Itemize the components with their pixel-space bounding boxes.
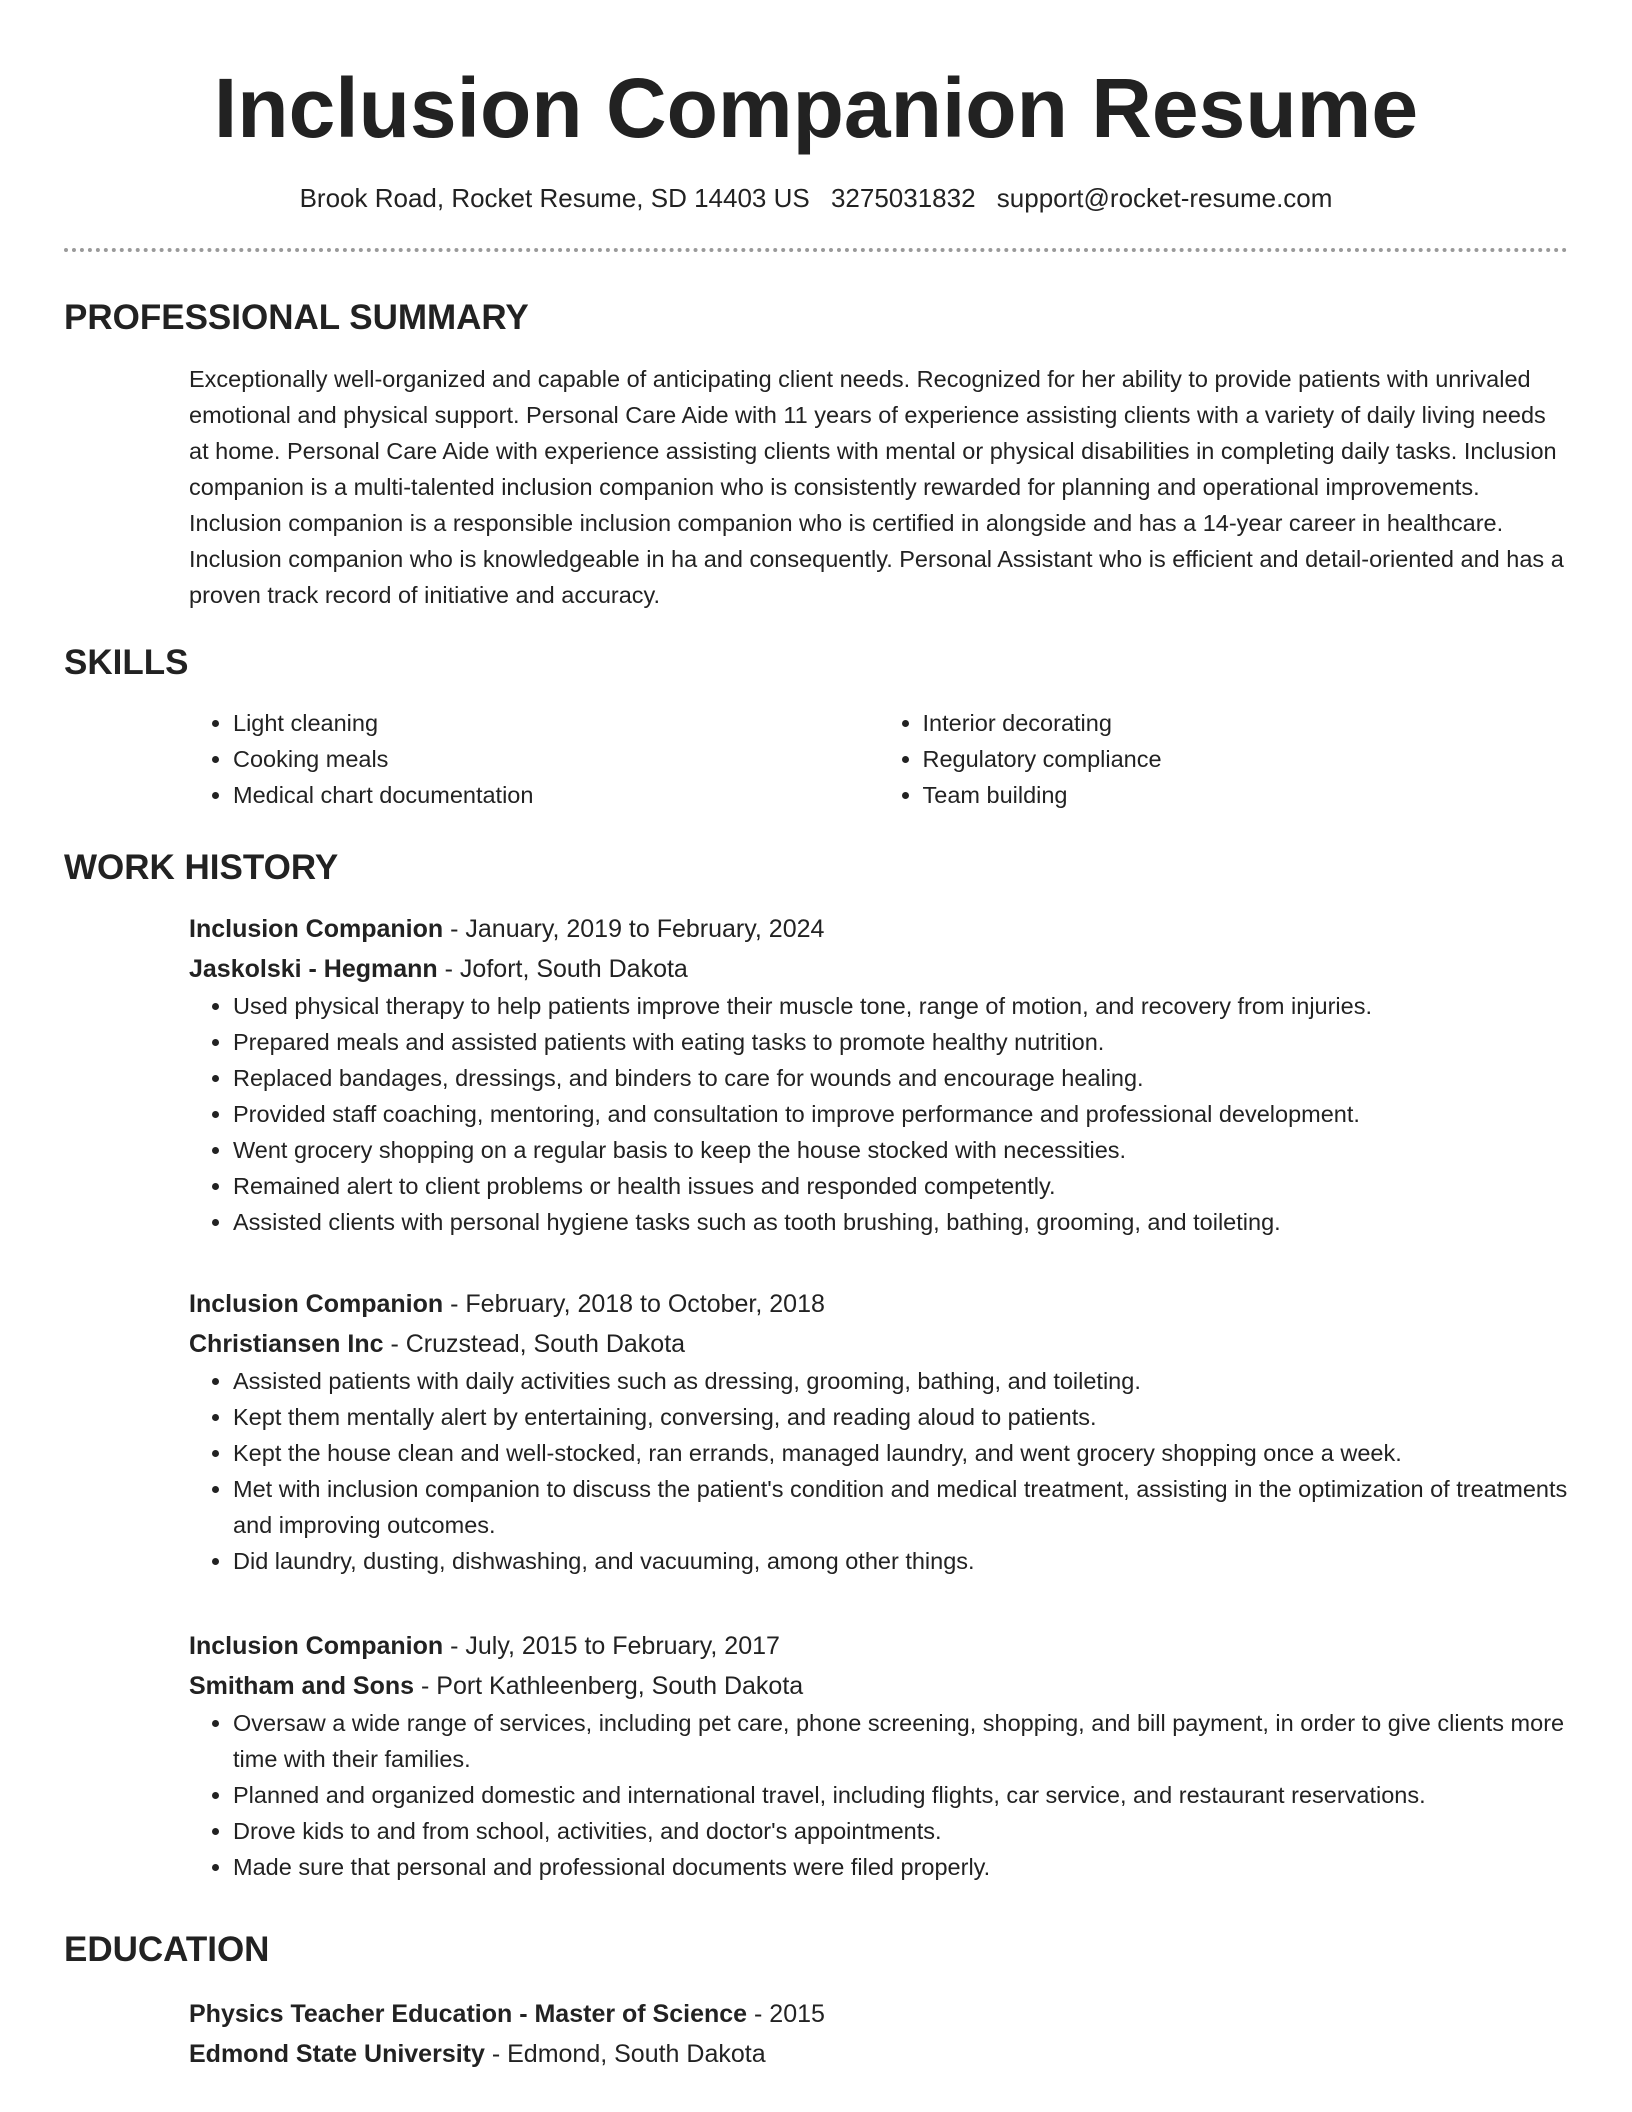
job-company-line: [189, 1667, 1568, 1705]
job-company: Jaskolski - Hegmann: [189, 955, 438, 983]
job-title: Inclusion Companion: [189, 1632, 444, 1660]
job-duty: • Drove kids to and from school, activities, and doctor's appointments.: [233, 1813, 1568, 1849]
job-duty: • Assisted clients with personal hygiene tasks such as tooth brushing, bathing, grooming, and toileting.: [233, 1204, 1568, 1240]
job-company: Christiansen Inc: [189, 1330, 384, 1358]
education-degree-line: [189, 1995, 1568, 2033]
resume-title: Inclusion Companion Resume: [213, 61, 1419, 155]
job-title-line: [189, 910, 1568, 948]
contact-phone: 3275031832: [830, 183, 976, 213]
section-title-work-history: WORK HISTORY: [64, 848, 339, 887]
summary-block: [189, 361, 1568, 613]
header-divider: [64, 248, 1568, 252]
job-location: - Jofort, South Dakota: [437, 955, 688, 983]
job-duty: • Oversaw a wide range of services, including pet care, phone screening, shopping, and bill payment, in order to give clients more time with their families.: [233, 1705, 1568, 1777]
job-dates: - January, 2019 to February, 2024: [443, 915, 825, 943]
job-duty: • Assisted patients with daily activities such as dressing, grooming, bathing, and toileting.: [233, 1363, 1568, 1399]
education-degree: Physics Teacher Education - Master of Science: [189, 2000, 748, 2028]
job-title-line: [189, 1285, 1568, 1323]
job-title: Inclusion Companion: [189, 1290, 444, 1318]
education-entry: [189, 1995, 1568, 2073]
job-dates: - July, 2015 to February, 2017: [443, 1632, 780, 1660]
job-duties: [189, 1363, 1568, 1579]
skill-item: • Interior decorating: [923, 705, 1569, 741]
job-duty: • Prepared meals and assisted patients with eating tasks to promote healthy nutrition.: [233, 1024, 1568, 1060]
job-duty: • Kept them mentally alert by entertaining, conversing, and reading aloud to patients.: [233, 1399, 1568, 1435]
job-company-line: [189, 1325, 1568, 1363]
job-title: Inclusion Companion: [189, 915, 444, 943]
education-year: - 2015: [747, 2000, 825, 2028]
job-duty: • Made sure that personal and professional documents were filed properly.: [233, 1849, 1568, 1885]
job-location: - Port Kathleenberg, South Dakota: [414, 1672, 804, 1700]
skills-column-left: [189, 705, 879, 813]
contact-line: [0, 178, 1632, 218]
job-entry: [189, 1285, 1568, 1579]
job-duty: • Kept the house clean and well-stocked, ran errands, managed laundry, and went grocery shopping once a week.: [233, 1435, 1568, 1471]
job-duty: • Met with inclusion companion to discuss the patient's condition and medical treatment, assisting in the optimization of treatments and improving outcomes.: [233, 1471, 1568, 1543]
education-school: Edmond State University: [189, 2040, 485, 2068]
job-dates: - February, 2018 to October, 2018: [443, 1290, 825, 1318]
job-location: - Cruzstead, South Dakota: [383, 1330, 686, 1358]
job-duty: • Did laundry, dusting, dishwashing, and vacuuming, among other things.: [233, 1543, 1568, 1579]
job-title-line: [189, 1627, 1568, 1665]
contact-email: support@rocket-resume.com: [996, 183, 1333, 213]
job-duty: • Used physical therapy to help patients improve their muscle tone, range of motion, and recovery from injuries.: [233, 988, 1568, 1024]
job-entry: [189, 910, 1568, 1240]
job-duties: [189, 988, 1568, 1240]
job-duty: • Planned and organized domestic and international travel, including flights, car service, and restaurant reservations.: [233, 1777, 1568, 1813]
job-duty: • Provided staff coaching, mentoring, and consultation to improve performance and professional development.: [233, 1096, 1568, 1132]
skill-item: • Light cleaning: [233, 705, 879, 741]
education-location: - Edmond, South Dakota: [484, 2040, 766, 2068]
education-school-line: [189, 2035, 1568, 2073]
skill-item: • Cooking meals: [233, 741, 879, 777]
job-entry: [189, 1627, 1568, 1885]
section-title-summary: PROFESSIONAL SUMMARY: [64, 298, 529, 337]
job-company-line: [189, 950, 1568, 988]
job-duties: [189, 1705, 1568, 1885]
skills-column-right: [879, 705, 1569, 813]
section-title-education: EDUCATION: [64, 1930, 270, 1969]
job-duty: • Replaced bandages, dressings, and binders to care for wounds and encourage healing.: [233, 1060, 1568, 1096]
skills-list: [189, 705, 1568, 813]
job-company: Smitham and Sons: [189, 1672, 415, 1700]
job-duty: • Went grocery shopping on a regular basis to keep the house stocked with necessities.: [233, 1132, 1568, 1168]
summary-text: Exceptionally well-organized and capable of anticipating client needs. Recognized for her ability to provide patients with unrivaled emotional and physical support. Personal Care Aide with 11 years of experience assisting clients with a variety of daily living needs at home. Personal Care Aide with experience assisting clients with mental or physical disabilities in completing daily tasks. Inclusion companion is a multi-talented inclusion companion who is consistently rewarded for planning and operational improvements. Inclusion companion is a responsible inclusion companion who is certified in alongside and has a 14-year career in healthcare. Inclusion companion who is knowledgeable in ha and consequently. Personal Assistant who is efficient and detail-oriented and has a proven track record of initiative and accuracy.: [189, 366, 1564, 608]
skill-item: • Medical chart documentation: [233, 777, 879, 813]
skill-item: • Team building: [923, 777, 1569, 813]
job-duty: • Remained alert to client problems or health issues and responded competently.: [233, 1168, 1568, 1204]
skill-item: • Regulatory compliance: [923, 741, 1569, 777]
section-title-skills: SKILLS: [64, 643, 189, 682]
contact-address: Brook Road, Rocket Resume, SD 14403 US: [299, 183, 810, 213]
